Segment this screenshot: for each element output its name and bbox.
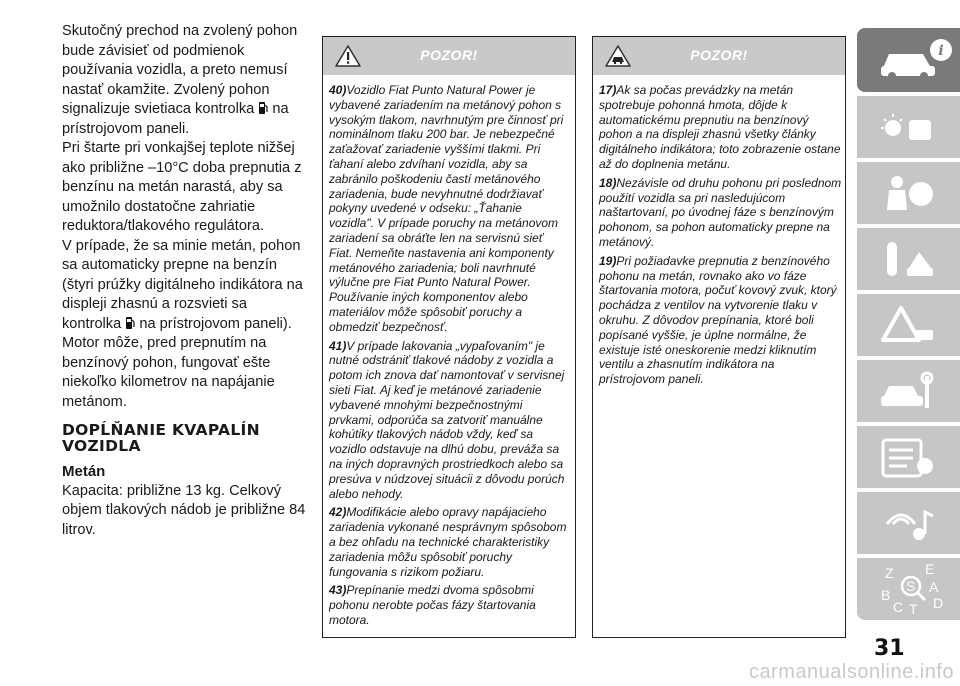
paragraph-cold-start: Pri štarte pri vonkajšej teplote nižšej ako približne –10°C doba prepnutia z benzínu na metán narastá, aby sa umožnilo dostatočne zahriatie reduktora/tlakového regulátora.	[62, 140, 302, 234]
warning-title: POZOR!	[420, 47, 478, 63]
note-number: 42)	[329, 505, 347, 520]
warning-box-header	[593, 37, 845, 75]
note-text: V prípade lakovania „vypaľovaním" je nutné odstrániť tlakové nádoby z vozidla a potom ich znova dať namontovať v servisnej sieti Fiat. Aj keď je metánové zariadenie vybavené mnohými bezpečnostnými prvkami, odporúča sa zatvoriť manuálne kohútiky tlakových nádob vždy, keď sa vozidlo odstavuje na dlhú dobu, preváža sa na iných dopravných prostriedkoch alebo sa presúva v núdzovej situácii z dôvodu porúch alebo nehody.	[329, 338, 565, 501]
note-41	[329, 339, 569, 502]
nav-tab-dashboard[interactable]	[857, 96, 960, 158]
main-text-column	[62, 22, 310, 540]
nav-tab-car-info[interactable]	[857, 28, 960, 92]
dashboard-lights-icon	[879, 106, 939, 150]
paragraph-drive-switch	[62, 22, 310, 139]
airbag-safety-icon	[879, 172, 939, 216]
warning-box-header	[323, 37, 575, 75]
note-40	[329, 83, 569, 335]
index-letter-b: B	[881, 587, 891, 603]
nav-tab-index[interactable]	[857, 558, 960, 620]
paragraph-text: Skutočný prechod na zvolený pohon bude závisieť od podmienok používania vozidla, a preto nemusí nastať okamžite. Zvolený pohon signalizuje svietiaca kontrolka	[62, 23, 298, 117]
index-letter-e: E	[925, 562, 935, 577]
note-text: Ak sa počas prevádzky na metán spotrebuje pohonná hmota, dôjde k automatickému prepnutiu na benzínový pohon a na displeji zhasnú všetky články digitálneho indikátora; toto zobrazenie ostane až do doplnenia metánu.	[599, 83, 841, 171]
note-text: Nezávisle od druhu pohonu pri poslednom použití vozidla sa pri nasledujúcom naštartovaní, po úvodnej fáze s benzínovým pohonom, sa pohon automaticky prepne na metánový.	[599, 175, 842, 249]
index-letter-c: C	[893, 599, 904, 615]
index-letter-d: D	[933, 595, 944, 611]
note-number: 18)	[599, 175, 617, 190]
note-number: 40)	[329, 83, 347, 97]
note-19	[599, 254, 843, 387]
subheading: Metán	[62, 463, 106, 480]
note-text: Modifikácie alebo opravy napájacieho zariadenia vykonané nesprávnym spôsobom a bez ohľadu na technické charakteristiky zariadenia môžu spôsobiť poruchy fungovania s rizikom požiaru.	[329, 505, 567, 579]
watermark: carmanualsonline.info	[748, 661, 954, 683]
fuel-pump-icon	[125, 316, 135, 330]
index-letter-t: T	[909, 601, 918, 616]
nav-tab-emergency[interactable]	[857, 294, 960, 356]
nav-tab-service[interactable]	[857, 360, 960, 422]
index-letter-z: Z	[885, 565, 894, 581]
svg-text:i: i	[938, 43, 944, 59]
index-letters-icon	[879, 562, 949, 616]
warning-box-body	[593, 75, 845, 399]
note-text: Pri požiadavke prepnutia z benzínového pohonu na metán, rovnako ako vo fáze štartovania motora, počuť kovový zvuk, ktorý pochádza z ventilov na vytvorenie tlaku v okruhu. Z dôvodov prepínania, ktoré boli popísané vyššie, je úplne normálne, že existuje isté oneskorenie medzi kliknutím ventilu a zhasnutím indikátora na prístrojovom paneli.	[599, 253, 837, 387]
warning-box-2	[592, 36, 846, 638]
note-18	[599, 176, 843, 250]
multimedia-icon	[879, 502, 939, 546]
paragraph-methane-empty	[62, 237, 310, 413]
paragraph-text: na prístrojovom paneli). Motor môže, pred prepnutím na benzínový pohon, fungovať ešte niekoľko kilometrov na napájanie metánom.	[62, 315, 292, 410]
nav-tab-safety[interactable]	[857, 162, 960, 224]
note-number: 17)	[599, 83, 617, 97]
warning-box-1	[322, 36, 576, 638]
paragraph-capacity: Kapacita: približne 13 kg. Celkový objem tlakových nádob je približne 84 litrov.	[62, 482, 306, 538]
key-start-icon	[879, 238, 939, 282]
nav-tab-multimedia[interactable]	[857, 492, 960, 554]
note-43	[329, 583, 569, 627]
note-text: Vozidlo Fiat Punto Natural Power je vybavené zariadením na metánový pohon s vysokým tlakom, navrhnutým pre činnosť pri nominálnom tlaku 200 bar. Je nebezpečné zaťažovať zariadenie vyššími tlakmi. Pri ťahaní alebo zdvíhaní vozidla, aby sa zabránilo poškodeniu častí metánového zariadenia, bude nevyhnutné dodržiavať pokyny uvedené v odseku: „Ťahanie vozidla". V prípade poruchy na metánovom zariadení sa obráťte len na servisnú sieť Fiat. Nemeňte nastavenia ani komponenty metánového zariadenia; boli navrhnuté výlučne pre Fiat Punto Natural Power. Používanie iných komponentov alebo materiálov môže spôsobiť poruchy a obmedziť bezpečnosť.	[329, 83, 564, 334]
fuel-pump-icon	[258, 101, 268, 115]
paragraph-text: V prípade, že sa minie metán, pohon sa automaticky prepne na benzín (štyri prúžky digitálneho indikátora na displeji zhasnú a rozsvieti sa kontrolka	[62, 237, 303, 332]
paragraph-text: na prístrojovom paneli.	[62, 101, 289, 137]
page-number: 31	[874, 636, 905, 661]
warning-triangle-icon	[879, 304, 939, 348]
warning-title: POZOR!	[690, 47, 748, 63]
note-text: Prepínanie medzi dvoma spôsobmi pohonu nerobte počas fázy štartovania motora.	[329, 583, 536, 627]
section-title: DOPĹŇANIE KVAPALÍN VOZIDLA	[62, 421, 260, 455]
technical-data-icon	[879, 436, 939, 480]
nav-tab-starting[interactable]	[857, 228, 960, 290]
index-letter-s: S	[906, 578, 916, 594]
note-number: 41)	[329, 338, 347, 353]
note-42	[329, 505, 569, 579]
note-17	[599, 83, 843, 172]
car-service-icon	[879, 370, 939, 414]
car-info-icon	[879, 38, 955, 82]
warning-box-body	[323, 75, 575, 640]
note-number: 43)	[329, 583, 347, 598]
nav-tab-technical[interactable]	[857, 426, 960, 488]
note-number: 19)	[599, 253, 617, 268]
index-letter-a: A	[929, 579, 939, 595]
